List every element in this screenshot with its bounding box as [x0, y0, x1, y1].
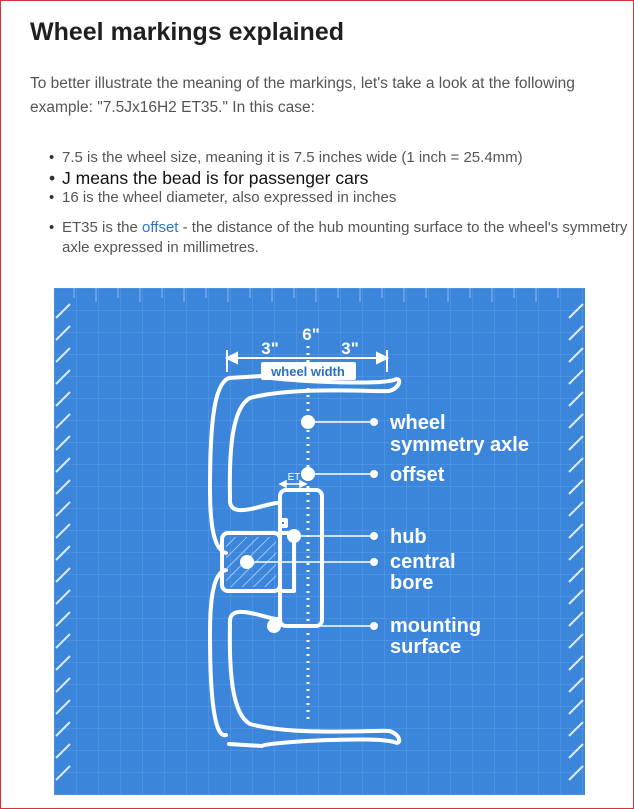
dim-left: 3": [261, 339, 279, 358]
dim-center: 6": [302, 325, 320, 344]
offset-text-prefix: ET35 is the: [62, 219, 143, 236]
list-item-diameter: • 16 is the wheel diameter, also expressed in inches: [62, 188, 634, 208]
marking-list: [30, 148, 634, 258]
hub-point: [287, 529, 301, 543]
label-hub: hub: [390, 526, 427, 548]
label-wheel: wheel: [390, 412, 446, 434]
list-item-offset: [62, 218, 634, 258]
intro-paragraph: To better illustrate the meaning of the markings, let's take a look at the following example: "7.5Jx16H2 ET35." In this case:: [30, 75, 575, 116]
label-offset: offset: [390, 464, 445, 486]
label-surface: surface: [390, 636, 462, 658]
mounting-point: [267, 619, 281, 633]
label-bore: bore: [390, 572, 434, 594]
et-label: ET: [287, 472, 301, 483]
wheel-diagram: [54, 288, 585, 795]
list-item-size: • 7.5 is the wheel size, meaning it is 7.5 inches wide (1 inch = 25.4mm): [62, 148, 634, 168]
offset-point: [301, 467, 315, 481]
list-item-bead: • J means the bead is for passenger cars: [62, 168, 634, 188]
symmetry-point: [301, 415, 315, 429]
dim-right: 3": [341, 339, 359, 358]
label-symmetry-axle: symmetry axle: [390, 434, 529, 456]
label-central: central: [390, 551, 456, 573]
bore-point: [240, 555, 254, 569]
section-title: Wheel markings explained: [30, 18, 344, 46]
label-mounting: mounting: [390, 615, 482, 637]
offset-text-suffix: - the distance of the hub mounting surface to the wheel's symmetry axle expressed in millimetres.: [62, 219, 628, 256]
offset-link[interactable]: offset: [142, 219, 179, 236]
width-label: wheel width: [271, 364, 345, 379]
